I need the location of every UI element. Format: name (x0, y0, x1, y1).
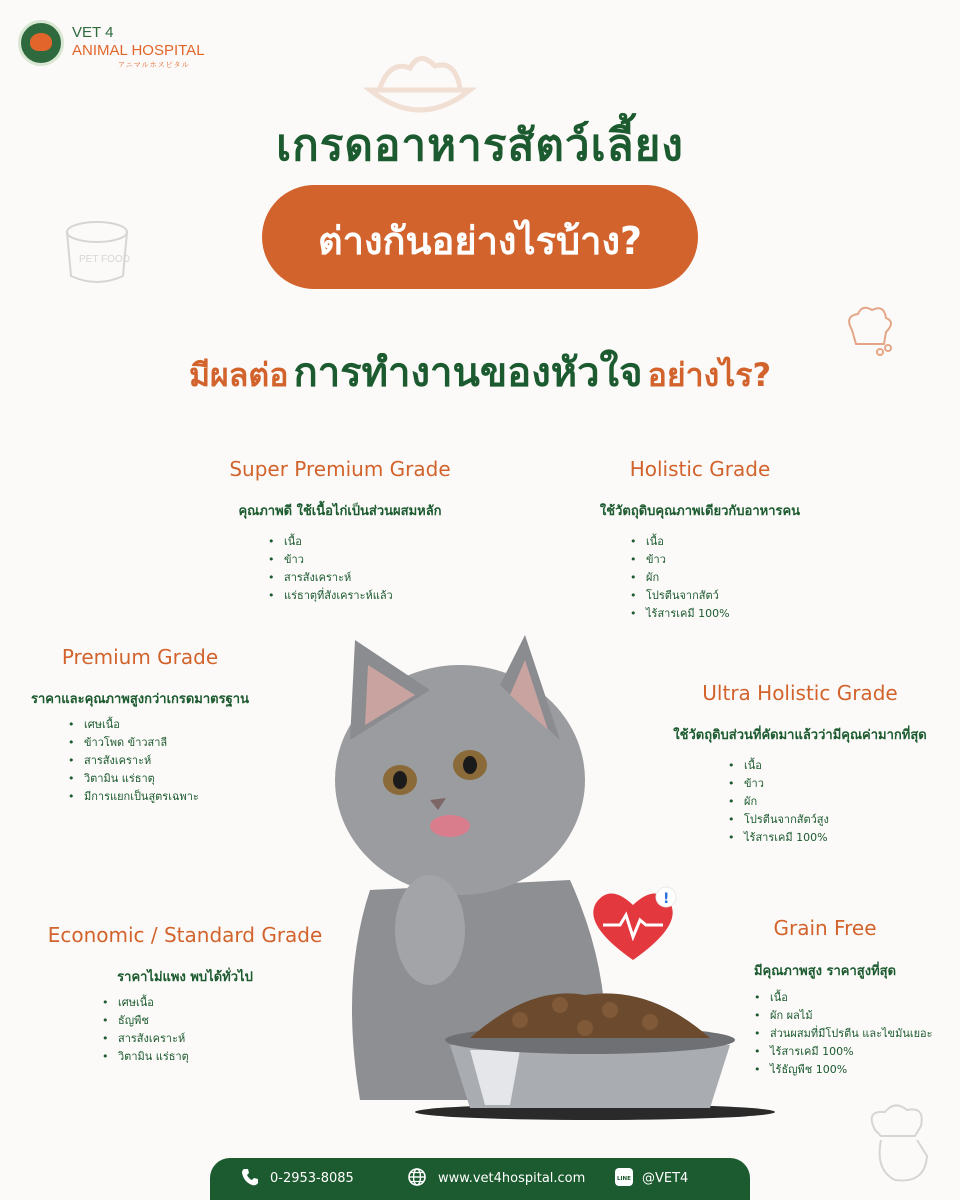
holistic-title: Holistic Grade (629, 457, 771, 481)
list-item: • ผัก ผลไม้ (754, 1007, 933, 1025)
list-item: • เนื้อ (754, 989, 933, 1007)
logo-badge (18, 20, 64, 66)
economic-list (102, 994, 189, 1066)
list-item: • เนื้อ (728, 757, 829, 775)
grain-free-list (754, 989, 933, 1079)
food-bowl-doodle-icon (360, 40, 480, 120)
heart-alert-icon (588, 885, 683, 965)
super-premium-title: Super Premium Grade (229, 457, 451, 481)
line-icon (614, 1167, 634, 1187)
logo-japanese: アニマルホスピタル (118, 61, 190, 69)
chef-dog-doodle-icon (855, 1100, 945, 1200)
premium-list (68, 716, 199, 806)
ultra-holistic-list (728, 757, 829, 847)
grain-free-title: Grain Free (773, 916, 877, 940)
list-item: • เศษเนื้อ (68, 716, 199, 734)
food-bowl-illustration (410, 990, 780, 1120)
phone-icon (240, 1167, 260, 1187)
ultra-holistic-title: Ultra Holistic Grade (702, 681, 898, 705)
list-item: • เศษเนื้อ (102, 994, 189, 1012)
list-item: • ข้าว (630, 551, 730, 569)
holistic-list (630, 533, 730, 623)
list-item: • โปรตีนจากสัตว์ (630, 587, 730, 605)
economic-title: Economic / Standard Grade (47, 923, 323, 947)
logo-subtitle: ANIMAL HOSPITAL (72, 42, 205, 59)
economic-desc: ราคาไม่แพง พบได้ทั่วไป (117, 970, 253, 985)
list-item: • ไร้สารเคมี 100% (630, 605, 730, 623)
premium-desc: ราคาและคุณภาพสูงกว่าเกรดมาตรฐาน (31, 692, 249, 707)
list-item: • วิตามิน แร่ธาตุ (68, 770, 199, 788)
list-item: • แร่ธาตุที่สังเคราะห์แล้ว (268, 587, 393, 605)
list-item: • ผัก (728, 793, 829, 811)
list-item: • เนื้อ (630, 533, 730, 551)
super-premium-desc: คุณภาพดี ใช้เนื้อไก่เป็นส่วนผสมหลัก (238, 504, 442, 519)
list-item: • สารสังเคราะห์ (102, 1030, 189, 1048)
list-item: • สารสังเคราะห์ (268, 569, 393, 587)
ultra-holistic-desc: ใช้วัตถุดิบส่วนที่คัดมาแล้วว่ามีคุณค่ามากที่สุด (673, 728, 927, 743)
pet-food-can-icon (55, 210, 145, 290)
list-item: • ผัก (630, 569, 730, 587)
premium-title: Premium Grade (61, 645, 219, 669)
list-item: • ข้าว (728, 775, 829, 793)
globe-icon (407, 1167, 427, 1187)
list-item: • ไร้สารเคมี 100% (728, 829, 829, 847)
list-item: • โปรตีนจากสัตว์สูง (728, 811, 829, 829)
heart-question (0, 340, 960, 404)
list-item: • ส่วนผสมที่มีโปรตีน และไขมันเยอะ (754, 1025, 933, 1043)
svg-text:!: ! (663, 891, 670, 907)
main-headline: เกรดอาหารสัตว์เลี้ยง (276, 120, 684, 171)
list-item: • ไร้ธัญพืช 100% (754, 1061, 933, 1079)
logo-title: VET 4 (72, 24, 114, 41)
subtitle-pill-text: ต่างกันอย่างไรบ้าง? (317, 219, 643, 263)
list-item: • เนื้อ (268, 533, 393, 551)
list-item: • มีการแยกเป็นสูตรเฉพาะ (68, 788, 199, 806)
phone-link[interactable]: 0-2953-8085 (270, 1171, 354, 1186)
super-premium-list (268, 533, 393, 605)
heart-question-emphasis: การทำงานของหัวใจ (293, 350, 643, 396)
grain-free-desc: มีคุณภาพสูง ราคาสูงที่สุด (753, 964, 897, 979)
pet-food-can-label: PET FOOD (79, 254, 130, 265)
list-item: • ข้าว (268, 551, 393, 569)
list-item: • สารสังเคราะห์ (68, 752, 199, 770)
heart-question-prefix: มีผลต่อ (188, 356, 289, 394)
heart-question-suffix: อย่างไร? (647, 356, 772, 394)
list-item: • ธัญพืช (102, 1012, 189, 1030)
list-item: • ข้าวโพด ข้าวสาลี (68, 734, 199, 752)
line-account-link[interactable]: @VET4 (642, 1171, 689, 1186)
line-icon-label: LINE (617, 1176, 631, 1182)
holistic-desc: ใช้วัตถุดิบคุณภาพเดียวกับอาหารคน (599, 504, 801, 519)
list-item: • ไร้สารเคมี 100% (754, 1043, 933, 1061)
list-item: • วิตามิน แร่ธาตุ (102, 1048, 189, 1066)
website-link[interactable]: www.vet4hospital.com (438, 1171, 586, 1186)
